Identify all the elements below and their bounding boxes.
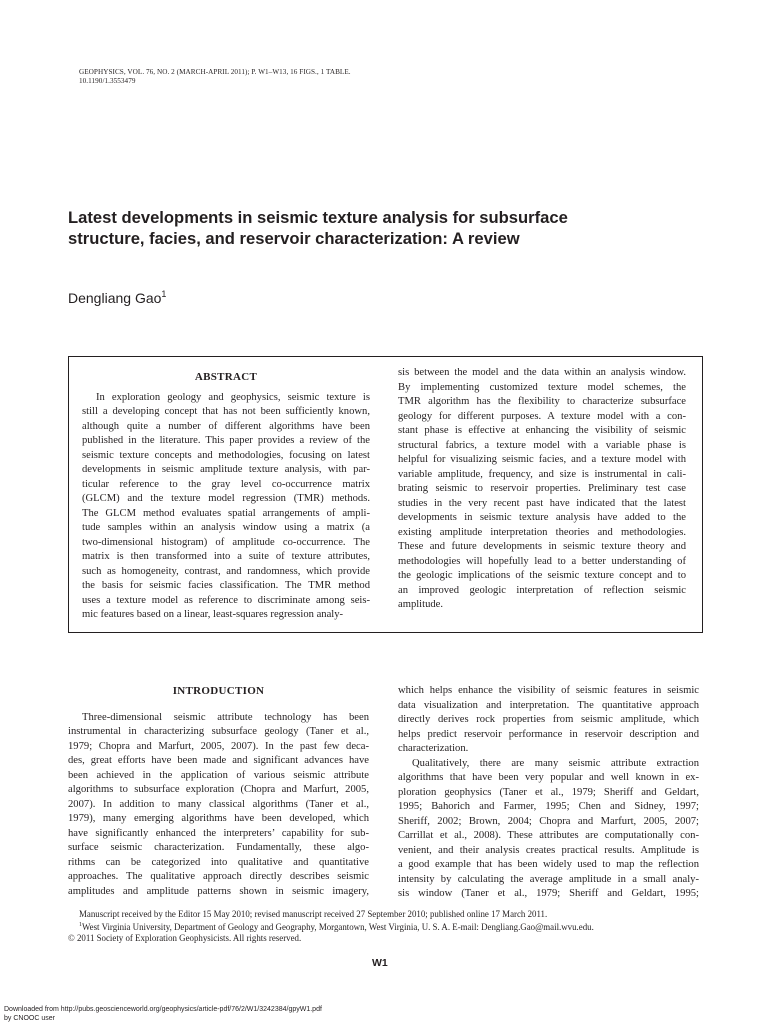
footnotes <box>68 909 708 944</box>
text-line: Three-dimensional seismic attribute technology has been <box>82 711 369 723</box>
abstract-paragraph-continued <box>398 366 686 613</box>
text-line: methodologies will hopefully lead to a better understanding of <box>398 555 686 567</box>
abstract-right-column <box>398 366 686 613</box>
text-line: which helps enhance the visibility of seismic features in seismic <box>398 685 699 696</box>
introduction-paragraph-1-continued <box>398 684 699 757</box>
title-line-1: Latest developments in seismic texture analysis for subsurface <box>68 208 568 227</box>
text-line: venient, and their analysis creates practical results. Amplitude is <box>398 844 699 856</box>
download-note <box>4 1006 322 1023</box>
author-name <box>68 289 166 307</box>
text-line: 1995; Bahorich and Farmer, 1995; Chen and Sidney, 1997; <box>398 801 699 812</box>
text-line: such as homogeneity, contrast, and randomness, which provide <box>82 565 370 577</box>
author-footnote-mark: 1 <box>161 289 167 299</box>
introduction-paragraph-2 <box>398 757 699 902</box>
text-line: The GLCM method evaluates spatial arrangements of ampli- <box>82 507 370 519</box>
download-link[interactable]: Downloaded from http://pubs.geoscienceworld.org/geophysics/article-pdf/76/2/W1/3242384/gpyW1.pdf <box>4 1006 322 1013</box>
text-line: Qualitatively, there are many seismic attribute extraction <box>412 757 699 769</box>
text-line: surface seismic characterization. Fundamentally, these algo- <box>68 842 369 853</box>
text-line: ticular reference to the gray level co-occurrence matrix <box>82 478 370 490</box>
text-line: helpful for visualizing seismic facies, and a texture model with <box>398 454 686 465</box>
text-line: still a developing concept that has not been sufficiently known, <box>82 406 370 417</box>
text-line: By implementing customized texture model schemes, the <box>398 381 686 393</box>
text-line: uses a texture model as reference to discriminate among seis- <box>82 594 370 606</box>
text-line: These and future developments in seismic texture theory and <box>398 541 686 552</box>
affiliation-text: West Virginia University, Department of Geology and Geography, Morgantown, West Virginia, U. S. A. E-mail: Dengliang.Gao@mail.wvu.edu. <box>82 921 594 932</box>
text-line: structural fabrics, a texture model with a variable phase is <box>398 439 686 451</box>
text-line: TMR algorithm has the flexibility to characterize subsurface <box>398 396 686 407</box>
page-number: W1 <box>372 957 388 969</box>
text-line: Carrillat et al., 2008). These attributes are computationally con- <box>398 830 699 841</box>
abstract-paragraph <box>82 391 370 623</box>
abstract-heading: ABSTRACT <box>194 371 258 383</box>
text-line: algorithms that have been very popular and well known in ex- <box>398 772 699 783</box>
text-line: seismic texture concepts and methodologies, focusing on latest <box>82 449 370 461</box>
introduction-paragraph-1 <box>68 711 369 900</box>
text-line: (GLCM) and the texture model regression (TMR) methods. <box>82 493 370 504</box>
text-line: rithms can be categorized into qualitative and quantitative <box>68 856 369 868</box>
text-line: have significantly enhanced the interpreters’ capability for sub- <box>68 827 369 839</box>
text-line: sis between the model and the data within an analysis window. <box>398 367 686 378</box>
text-line: directly derives rock properties from seismic amplitude, which <box>398 714 699 725</box>
citation-line: GEOPHYSICS, VOL. 76, NO. 2 (MARCH-APRIL 2011); P. W1–W13, 16 FIGS., 1 TABLE. <box>79 68 351 76</box>
copyright-notice: © 2011 Society of Exploration Geophysicists. All rights reserved. <box>68 932 302 943</box>
text-line: developments in seismic amplitude texture analysis, with par- <box>82 464 370 475</box>
journal-citation <box>79 68 351 85</box>
introduction-heading: INTRODUCTION <box>172 685 265 697</box>
affiliation-mark: 1 <box>79 922 82 928</box>
text-line: tude samples within an analysis window using a matrix (a <box>82 522 370 533</box>
text-line: ploration geophysics (Taner et al., 1979; Sheriff and Geldart, <box>398 786 699 798</box>
text-line: amplitudes and amplitude patterns shown in seismic imagery, <box>68 885 369 897</box>
text-line: studies in the very recent past have indicated that the latest <box>398 497 686 509</box>
introduction-left-column <box>68 684 369 899</box>
text-line: a good example that has been widely used to map the reflection <box>398 859 699 870</box>
text-line: although quite a number of different algorithms have been <box>82 420 370 432</box>
text-line: matrix is then transformed into a suite of texture attributes, <box>82 551 370 562</box>
author-affiliation <box>68 920 708 933</box>
text-line: approaches. The qualitative approach directly describes seismic <box>68 871 369 882</box>
text-line: amplitude. <box>398 599 444 610</box>
text-line: existing amplitude interpretation theories and methodologies. <box>398 526 686 538</box>
text-line: geology for different purposes. A texture model with a con- <box>398 410 686 422</box>
text-line: des, great efforts have been made and significant advances have <box>68 755 369 766</box>
text-line: two-dimensional histogram) of amplitude co-occurrence. The <box>82 536 370 548</box>
text-line: algorithms to subsurface exploration (Chopra and Marfurt, 2005, <box>68 784 369 795</box>
text-line: variable amplitude, frequency, and size is instrumental in cali- <box>398 468 686 480</box>
text-line: 1979), many emerging algorithms have been developed, which <box>68 813 369 824</box>
text-line: the geologic implications of the seismic texture concept and to <box>398 570 686 581</box>
text-line: helps predict reservoir performance in reservoir description and <box>398 728 699 740</box>
text-line: instrumental in characterizing subsurface geology (Taner et al., <box>68 726 369 737</box>
text-line: an improved geologic interpretation of reflection seismic <box>398 584 686 596</box>
author-text: Dengliang Gao <box>68 290 162 306</box>
manuscript-history: Manuscript received by the Editor 15 May 2010; revised manuscript received 27 September 2010; published online 17 March 2011. <box>79 909 548 919</box>
text-line: developments in seismic texture analysis have added to the <box>398 512 686 523</box>
title-line-2: structure, facies, and reservoir characterization: A review <box>68 229 520 248</box>
text-line: Sheriff, 2002; Brown, 2004; Chopra and Marfurt, 2005, 2007; <box>398 815 699 827</box>
text-line: data visualization and interpretation. The quantitative approach <box>398 699 699 711</box>
text-line: 2007). In addition to many classical algorithms (Taner et al., <box>68 798 369 810</box>
paper-title <box>68 207 688 249</box>
text-line: intensity by calculating the average amplitude in a small analy- <box>398 873 699 885</box>
text-line: the basis for seismic facies classification. The TMR method <box>82 580 370 591</box>
text-line: characterization. <box>398 743 469 754</box>
download-user: by CNOOC user <box>4 1014 55 1022</box>
introduction-right-column <box>398 684 699 902</box>
abstract-left-column <box>82 370 370 623</box>
text-line: brating seismic to reservoir properties. Preliminary test case <box>398 483 686 494</box>
text-line: mic features based on a linear, least-squares regression analy- <box>82 609 344 620</box>
text-line: 1979; Chopra and Marfurt, 2005, 2007). In the past few deca- <box>68 740 369 752</box>
text-line: been achieved in the application of various seismic attribute <box>68 769 369 781</box>
text-line: stant phase is effective at enhancing the visibility of seismic <box>398 425 686 436</box>
text-line: In exploration geology and geophysics, seismic texture is <box>96 391 370 403</box>
text-line: published in the literature. This paper provides a review of the <box>82 435 370 446</box>
doi-line: 10.1190/1.3553479 <box>79 76 136 85</box>
text-line: sis window (Taner et al., 1979; Sheriff and Geldart, 1995; <box>398 888 699 899</box>
